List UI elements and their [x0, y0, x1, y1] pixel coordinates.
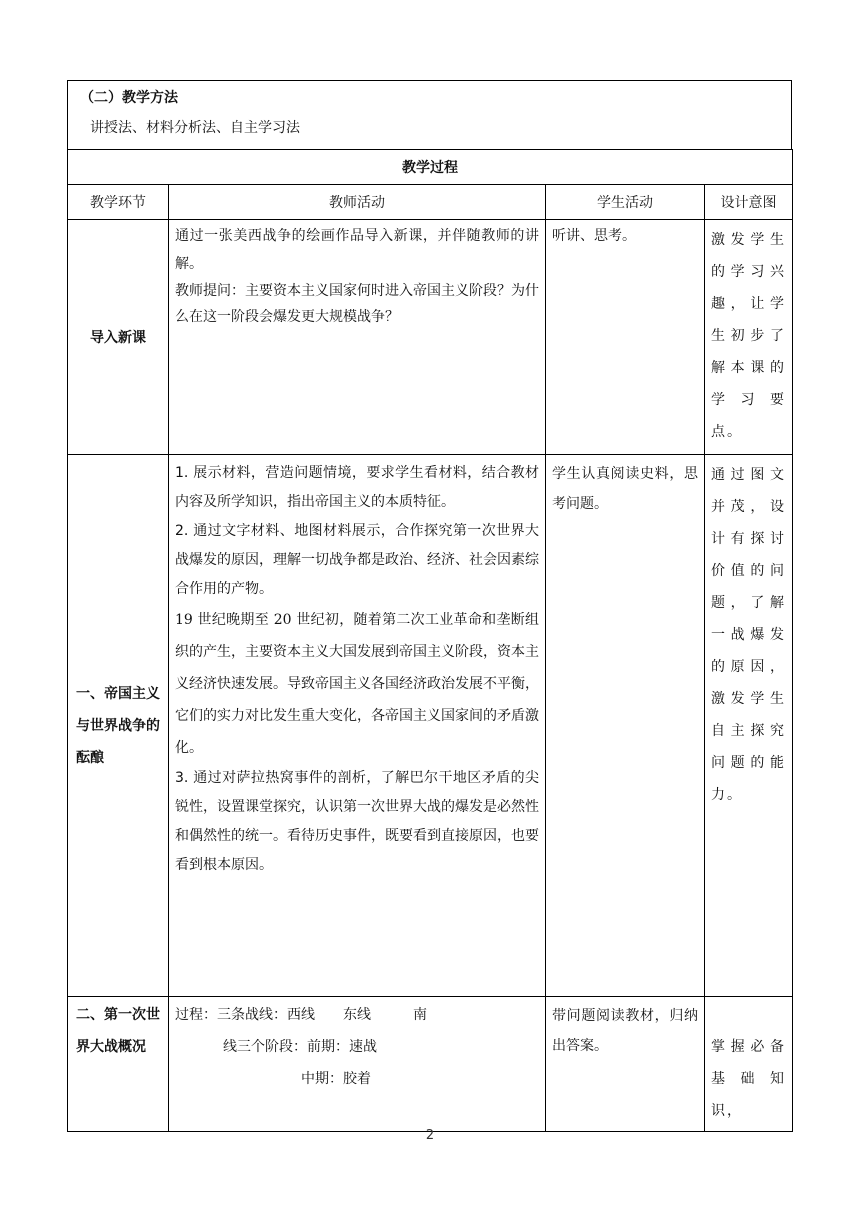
teacher-text: 3. 通过对萨拉热窝事件的剖析，了解巴尔干地区矛盾的尖锐性，设置课堂探究，认识第一次世界大战的爆发是必然性和偶然性的统一。看待历史事件，既要看到直接原因，也要看到根本原因。	[175, 770, 539, 873]
intent-cell	[705, 220, 793, 455]
teacher-cell	[169, 997, 546, 1132]
intent-cell	[705, 455, 793, 997]
methods-cell	[68, 81, 792, 150]
teacher-text: 通过一张美西战争的绘画作品导入新课，并伴随教师的讲解。	[175, 228, 539, 272]
lesson-plan-sheet	[67, 80, 792, 1132]
teacher-text: 教师提问：主要资本主义国家何时进入帝国主义阶段？为什么在这一阶段会爆发更大规模战争？	[175, 283, 539, 325]
teacher-line: 过程：三条战线：西线 东线 南	[175, 1007, 427, 1023]
student-text: 带问题阅读教材，归纳出答案。	[552, 1008, 698, 1054]
teacher-cell	[169, 455, 546, 997]
student-cell	[546, 997, 705, 1132]
intent-text: 掌握必备基础知识，	[711, 1039, 786, 1119]
methods-table	[67, 80, 792, 150]
methods-title: （二）教学方法	[80, 90, 178, 106]
student-cell	[546, 220, 705, 455]
student-text: 听讲、思考。	[552, 228, 636, 244]
teacher-cell	[169, 220, 546, 455]
page-number: 2	[425, 1128, 435, 1143]
intent-cell	[705, 997, 793, 1132]
process-table	[67, 149, 793, 1132]
stage-cell: 导入新课	[68, 220, 169, 455]
teacher-text: 1. 展示材料，营造问题情境，要求学生看材料，结合教材内容及所学知识，指出帝国主义的本质特征。	[175, 465, 539, 510]
table-row	[68, 220, 793, 455]
teacher-line: 中期：胶着	[301, 1071, 371, 1087]
header-student: 学生活动	[546, 185, 705, 220]
process-title: 教学过程	[68, 150, 793, 185]
intent-text: 激发学生的学习兴趣，让学生初步了解本课的学习要点。	[711, 232, 786, 440]
table-row	[68, 997, 793, 1132]
header-stage: 教学环节	[68, 185, 169, 220]
header-intent: 设计意图	[705, 185, 793, 220]
teacher-quote: 19 世纪晚期至 20 世纪初，随着第二次工业革命和垄断组织的产生，主要资本主义大国发展到帝国主义阶段，资本主义经济快速发展。导致帝国主义各国经济政治发展不平衡，它们的实力对比发生重大变化，各帝国主义国家间的矛盾激化。	[175, 612, 539, 756]
student-text: 学生认真阅读史料，思考问题。	[552, 466, 698, 512]
header-teacher: 教师活动	[169, 185, 546, 220]
stage-cell: 二、第一次世界大战概况	[68, 997, 169, 1132]
methods-content: 讲授法、材料分析法、自主学习法	[90, 120, 300, 136]
student-cell	[546, 455, 705, 997]
stage-cell: 一、帝国主义与世界战争的酝酿	[68, 455, 169, 997]
intent-text: 通过图文并茂，设计有探讨价值的问题，了解一战爆发的原因，激发学生自主探究问题的能力。	[711, 467, 786, 803]
header-row	[68, 185, 793, 220]
teacher-line: 线三个阶段：前期：速战	[223, 1039, 377, 1055]
teacher-text: 2. 通过文字材料、地图材料展示，合作探究第一次世界大战爆发的原因，理解一切战争都是政治、经济、社会因素综合作用的产物。	[175, 523, 539, 597]
table-row	[68, 455, 793, 997]
